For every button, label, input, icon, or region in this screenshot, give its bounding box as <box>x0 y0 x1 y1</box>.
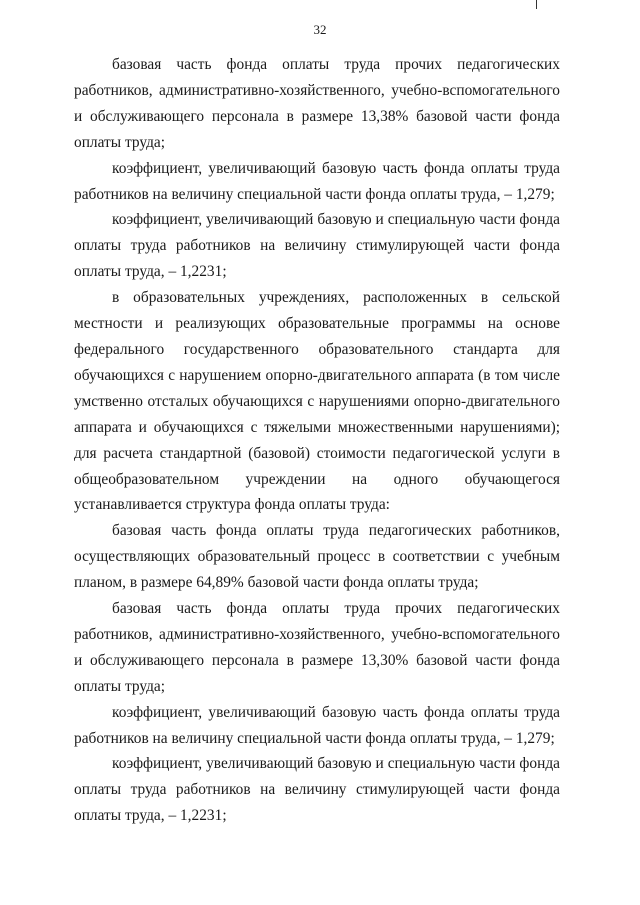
paragraph-5: базовая часть фонда оплаты труда педагогических работников, осуществляющих образовательный процесс в соответствии с учебным планом, в размере 64,89% базовой части фонда оплаты труда; <box>74 522 560 592</box>
paragraph-6: базовая часть фонда оплаты труда прочих педагогических работников, административно-хозяйственного, учебно-вспомогательного и обслуживающего персонала в размере 13,30% базовой части фонда оплаты труда; <box>74 600 560 695</box>
page-number: 32 <box>313 22 327 37</box>
paragraph-7: коэффициент, увеличивающий базовую часть фонда оплаты труда работников на величину специальной части фонда оплаты труда, – 1,279; <box>74 703 560 747</box>
paragraph-1: базовая часть фонда оплаты труда прочих педагогических работников, административно-хозяйственного, учебно-вспомогательного и обслуживающего персонала в размере 13,38% базовой части фонда оплаты труда; <box>74 56 560 151</box>
scan-mark <box>536 0 537 9</box>
document-body <box>74 52 560 829</box>
paragraph-4: в образовательных учреждениях, расположенных в сельской местности и реализующих образовательные программы на основе федерального государственного образовательного стандарта для обучающихся с нарушением опорно-двигательного аппарата (в том числе умственно отсталых обучающихся с нарушениями опорно-двигательного аппарата и обучающихся с тяжелыми множественными нарушениями); для расчета стандартной (базовой) стоимости педагогической услуги в общеобразовательном учреждении на одного обучающегося устанавливается структура фонда оплаты труда: <box>74 289 560 514</box>
paragraph-2: коэффициент, увеличивающий базовую часть фонда оплаты труда работников на величину специальной части фонда оплаты труда, – 1,279; <box>74 159 560 203</box>
paragraph-8: коэффициент, увеличивающий базовую и специальную части фонда оплаты труда работников на величину стимулирующей части фонда оплаты труда, – 1,2231; <box>74 755 560 825</box>
paragraph-3: коэффициент, увеличивающий базовую и специальную части фонда оплаты труда работников на величину стимулирующей части фонда оплаты труда, – 1,2231; <box>74 211 560 281</box>
